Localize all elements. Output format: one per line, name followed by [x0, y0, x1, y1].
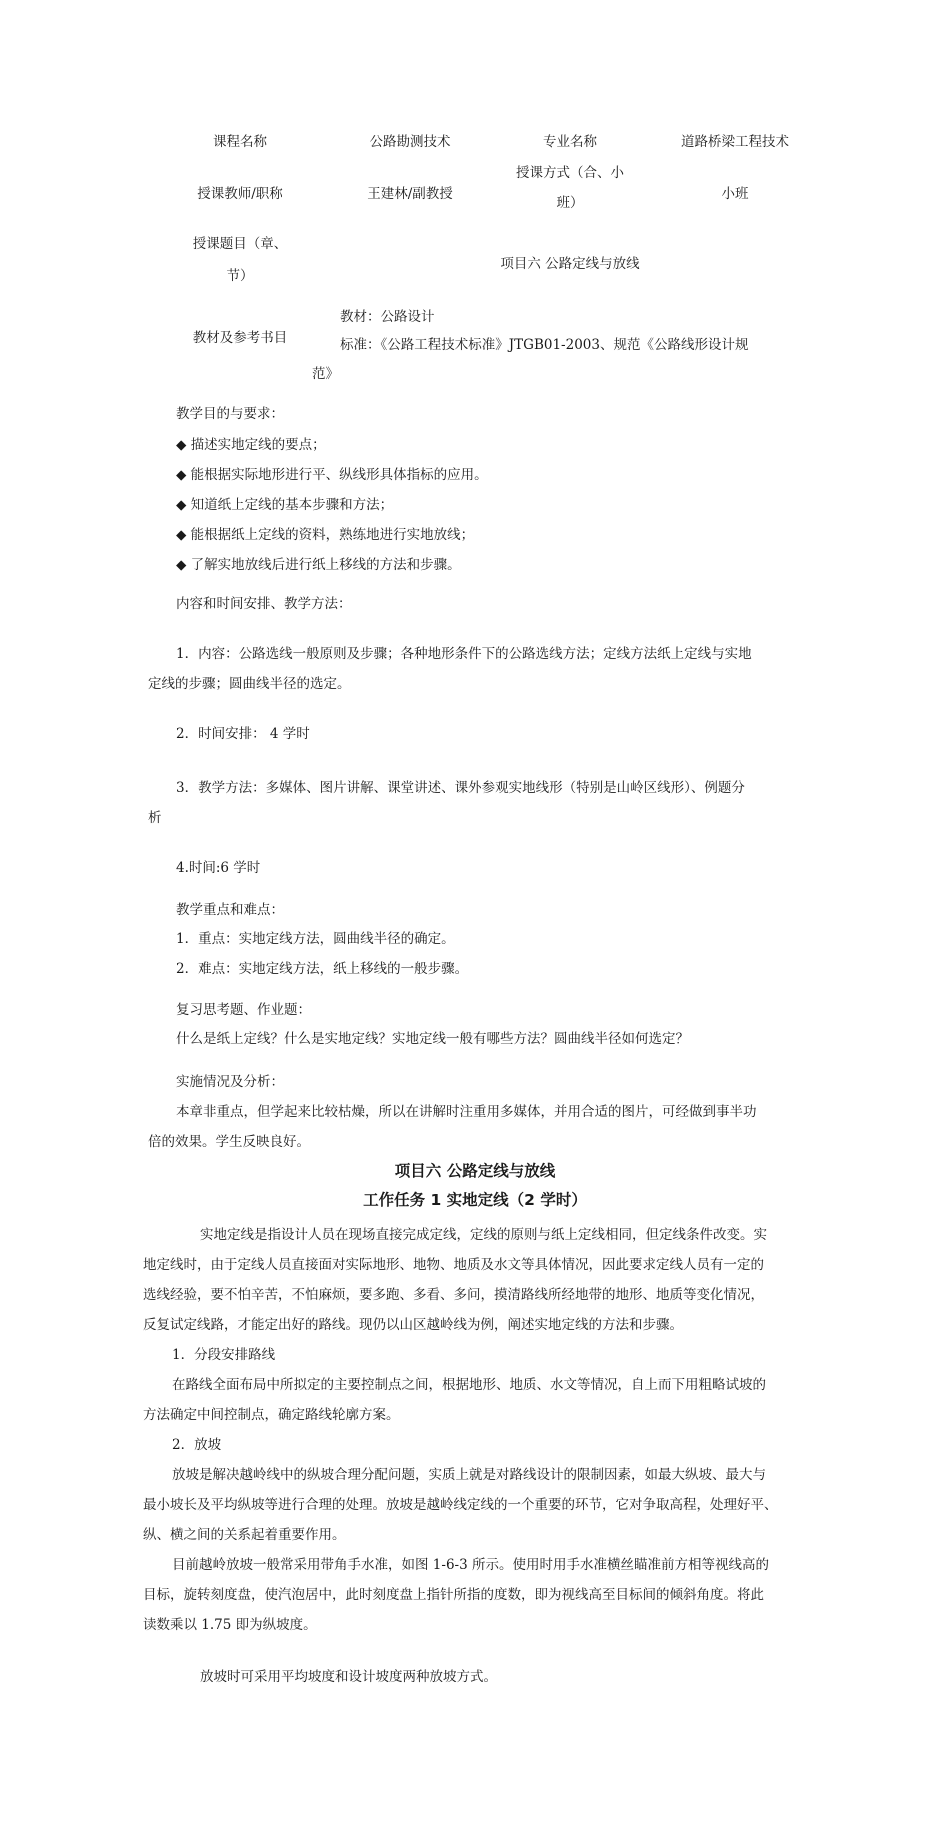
objectives-heading: 教学目的与要求：	[176, 406, 284, 422]
key-points-difficulty: 2．难点：实地定线方法，纸上移线的一般步骤。	[176, 961, 469, 977]
step2-line: 放坡是解决越岭线中的纵坡合理分配问题，实质上就是对路线设计的限制因素，如最大纵坡、最大与	[172, 1467, 766, 1483]
mode-label	[490, 158, 650, 218]
books-line3: 范》	[312, 366, 339, 382]
step2-more-line: 目前越岭放坡一般常采用带角手水准，如图 1-6-3 所示。使用时用手水准横丝瞄准前方相等视线高的	[172, 1557, 769, 1573]
mode-label-line2: 班）	[556, 195, 584, 211]
schedule-content-line2: 定线的步骤；圆曲线半径的选定。	[148, 676, 351, 692]
major: 道路桥梁工程技术	[681, 134, 789, 150]
objective-item: ◆ 知道纸上定线的基本步骤和方法；	[176, 497, 394, 513]
teacher: 王建林/副教授	[367, 186, 453, 202]
topic: 项目六 公路定线与放线	[500, 256, 640, 272]
key-points-heading: 教学重点和难点：	[176, 902, 284, 918]
course-name-label: 课程名称	[213, 134, 267, 150]
analysis-line2: 倍的效果。学生反映良好。	[148, 1134, 310, 1150]
objective-item: ◆ 描述实地定线的要点；	[176, 437, 326, 453]
objective-item: ◆ 能根据实际地形进行平、纵线形具体指标的应用。	[176, 467, 488, 483]
intro-line: 反复试定线路，才能定出好的路线。现仍以山区越岭线为例，阐述实地定线的方法和步骤。	[143, 1317, 683, 1333]
objective-item: ◆ 能根据纸上定线的资料，熟练地进行实地放线；	[176, 527, 475, 543]
last-line: 放坡时可采用平均坡度和设计坡度两种放坡方式。	[200, 1669, 497, 1685]
key-points-focus: 1．重点：实地定线方法，圆曲线半径的确定。	[176, 931, 455, 947]
step1-line: 方法确定中间控制点，确定路线轮廓方案。	[143, 1407, 400, 1423]
step2-line: 纵、横之间的关系起着重要作用。	[143, 1527, 346, 1543]
teacher-label: 授课教师/职称	[197, 186, 283, 202]
schedule-heading: 内容和时间安排、教学方法：	[176, 596, 352, 612]
step2-more-line: 读数乘以 1.75 即为纵坡度。	[143, 1617, 317, 1633]
topic-label-line1: 授课题目（章、	[192, 236, 288, 252]
review-text: 什么是纸上定线？什么是实地定线？实地定线一般有哪些方法？圆曲线半径如何选定？	[176, 1031, 689, 1047]
schedule-method-line2: 析	[148, 810, 162, 826]
books-label: 教材及参考书目	[192, 330, 288, 346]
intro-line: 选线经验，要不怕辛苦，不怕麻烦，要多跑、多看、多问，摸清路线所经地带的地形、地质等变化情况，	[143, 1287, 764, 1303]
topic-label	[160, 228, 320, 292]
mode-label-line1: 授课方式（合、小	[516, 165, 624, 181]
intro-line: 地定线时，由于定线人员直接面对实际地形、地物、地质及水文等具体情况，因此要求定线人员有一定的	[143, 1257, 764, 1273]
step1-line: 在路线全面布局中所拟定的主要控制点之间，根据地形、地质、水文等情况，自上而下用粗略试坡的	[172, 1377, 766, 1393]
topic-label-line2: 节）	[226, 268, 254, 284]
step1-heading: 1．分段安排路线	[172, 1347, 276, 1363]
mode: 小班	[721, 186, 749, 202]
books-line1: 教材：公路设计	[340, 309, 435, 325]
step2-more-line: 目标，旋转刻度盘，使汽泡居中，此时刻度盘上指针所指的度数，即为视线高至目标间的倾斜角度。将此	[143, 1587, 764, 1603]
step2-heading: 2．放坡	[172, 1437, 222, 1453]
section-subtitle: 工作任务 1 实地定线（2 学时）	[363, 1191, 587, 1209]
step2-line: 最小坡长及平均纵坡等进行合理的处理。放坡是越岭线定线的一个重要的环节，它对争取高程，处理好平、	[143, 1497, 778, 1513]
review-heading: 复习思考题、作业题：	[176, 1002, 311, 1018]
analysis-line1: 本章非重点，但学起来比较枯燥，所以在讲解时注重用多媒体，并用合适的图片，可经做到事半功	[176, 1104, 757, 1120]
course-name: 公路勘测技术	[369, 134, 451, 150]
major-label: 专业名称	[543, 134, 597, 150]
section-title: 项目六 公路定线与放线	[394, 1162, 556, 1180]
analysis-heading: 实施情况及分析：	[176, 1074, 284, 1090]
books-line2: 标准：《公路工程技术标准》JTGB01-2003、规范《公路线形设计规	[340, 337, 749, 353]
intro-line: 实地定线是指设计人员在现场直接完成定线，定线的原则与纸上定线相同，但定线条件改变。实	[200, 1227, 767, 1243]
schedule-time: 2．时间安排： 4 学时	[176, 726, 310, 742]
schedule-method-line1: 3．教学方法：多媒体、图片讲解、课堂讲述、课外参观实地线形（特别是山岭区线形）、例题分	[176, 780, 745, 796]
schedule-time2: 4.时间:6 学时	[176, 860, 261, 876]
objective-item: ◆ 了解实地放线后进行纸上移线的方法和步骤。	[176, 557, 461, 573]
schedule-content-line1: 1．内容：公路选线一般原则及步骤；各种地形条件下的公路选线方法；定线方法纸上定线与实地	[176, 646, 752, 662]
